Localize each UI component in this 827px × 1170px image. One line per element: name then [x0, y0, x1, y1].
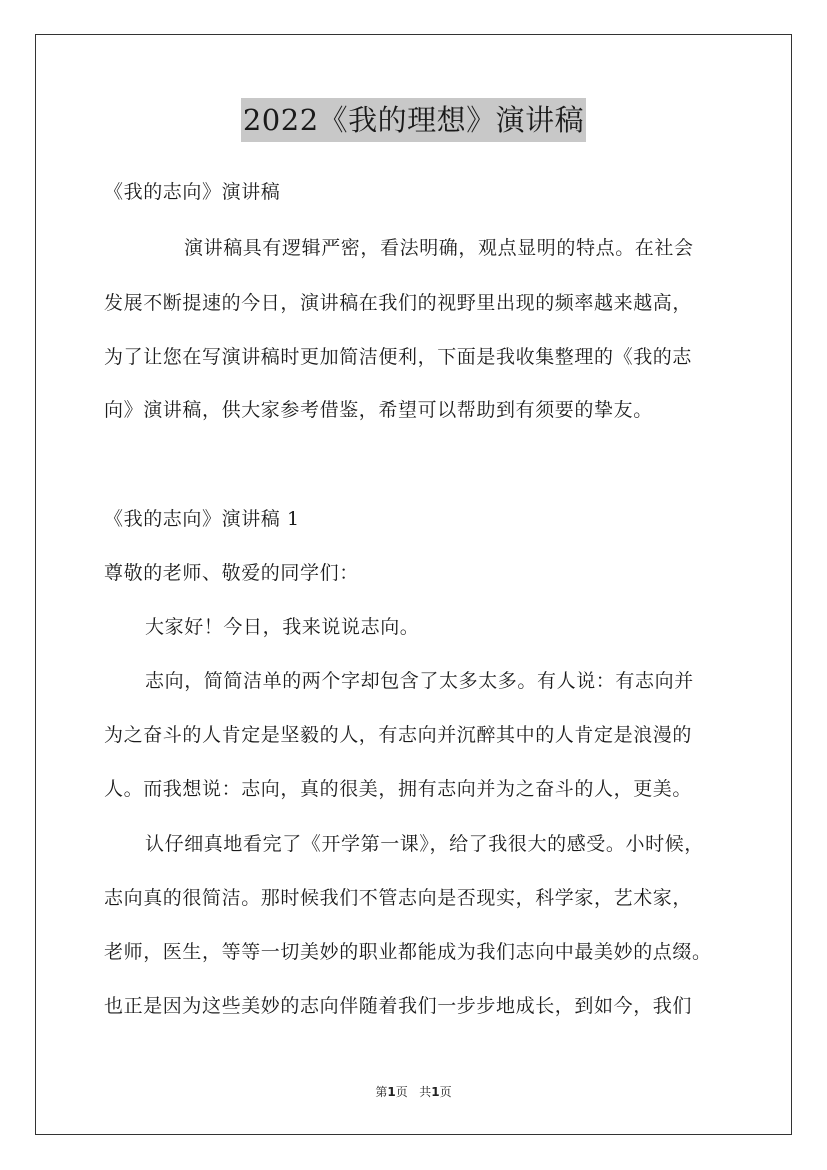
page-total: 1	[431, 1085, 440, 1099]
paragraph-line: 志向，简简洁单的两个字却包含了太多太多。有人说：有志向并	[145, 670, 694, 692]
title-container	[0, 98, 827, 142]
intro-line: 演讲稿具有逻辑严密，看法明确，观点显明的特点。在社会	[184, 237, 694, 259]
intro-line: 发展不断提速的今日，演讲稿在我们的视野里出现的频率越来越高，	[104, 292, 693, 314]
greeting: 大家好！今日，我来说说志向。	[145, 616, 420, 638]
page-footer	[0, 1083, 827, 1101]
salutation: 尊敬的老师、敬爱的同学们：	[104, 562, 359, 584]
subtitle: 《我的志向》演讲稿	[104, 181, 281, 203]
footer-label: 页 共	[395, 1085, 432, 1099]
paragraph-line: 老师，医生，等等一切美妙的职业都能成为我们志向中最美妙的点缀。	[104, 941, 712, 963]
page-current: 1	[387, 1085, 396, 1099]
intro-line: 向》演讲稿，供大家参考借鉴，希望可以帮助到有须要的挚友。	[104, 399, 653, 421]
paragraph-line: 认仔细真地看完了《开学第一课》，给了我很大的感受。小时候，	[145, 833, 704, 855]
intro-line: 为了让您在写演讲稿时更加简洁便利，下面是我收集整理的《我的志	[104, 346, 693, 368]
document-title: 2022《我的理想》演讲稿	[241, 98, 586, 142]
footer-label: 第	[375, 1085, 388, 1099]
paragraph-line: 人。而我想说：志向，真的很美，拥有志向并为之奋斗的人，更美。	[104, 778, 693, 800]
footer-label: 页	[439, 1085, 452, 1099]
paragraph-line: 为之奋斗的人肯定是坚毅的人，有志向并沉醉其中的人肯定是浪漫的	[104, 724, 693, 746]
paragraph-line: 也正是因为这些美妙的志向伴随着我们一步步地成长，到如今，我们	[104, 995, 693, 1017]
paragraph-line: 志向真的很简洁。那时候我们不管志向是否现实，科学家，艺术家，	[104, 887, 693, 909]
section-heading: 《我的志向》演讲稿 1	[104, 508, 300, 530]
